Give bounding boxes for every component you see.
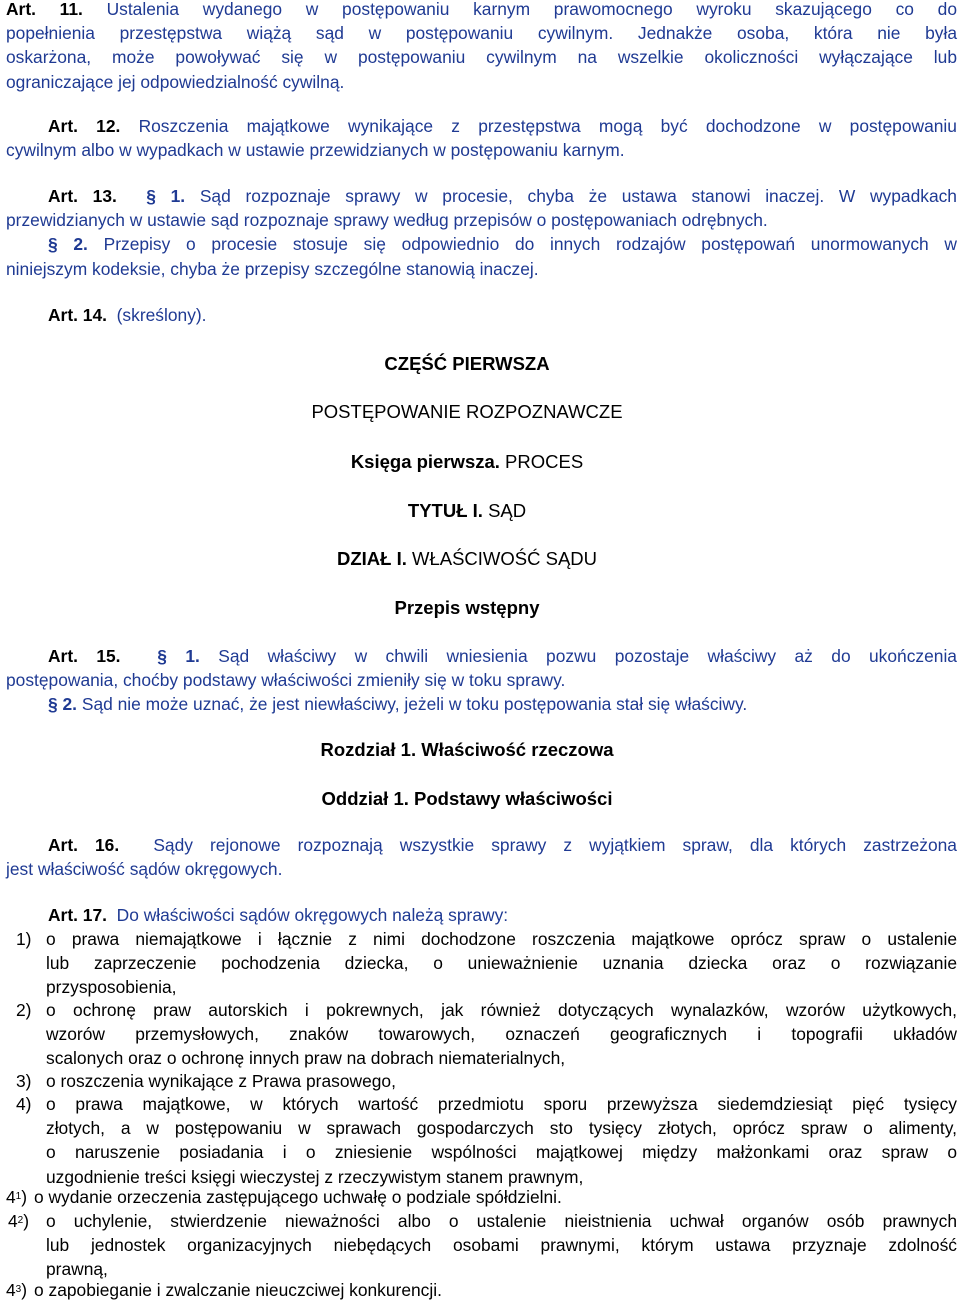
list-item	[6, 1092, 957, 1189]
item-number: $4^1$)	[6, 1187, 28, 1207]
book-heading	[0, 450, 934, 474]
book-prefix: Księga pierwsza.	[350, 451, 500, 472]
article-17	[6, 903, 957, 927]
title-heading	[0, 499, 934, 523]
article-label: Art. 15.	[48, 646, 121, 666]
article-text: Przepisy o procesie stosuje się odpowiednio do innych rodzajów postępowań unormowanych w	[103, 234, 957, 255]
item-number: 3)	[16, 1071, 32, 1091]
list-item	[6, 927, 957, 1000]
division-prefix: DZIAŁ I.	[336, 548, 407, 569]
proceeding-heading: POSTĘPOWANIE ROZPOZNAWCZE	[311, 401, 623, 422]
article-text: Sąd właściwy w chwili wniesienia pozwu pozostaje właściwy aż do ukończenia	[218, 646, 957, 666]
item-text: o prawa niemajątkowe i łącznie z nimi dochodzone roszczenia majątkowe oprócz spraw o ustalenie	[46, 929, 957, 949]
article-text: Do właściwości sądów okręgowych należą sprawy:	[116, 905, 509, 925]
article-14	[6, 303, 957, 327]
article-label: Art. 12.	[48, 116, 121, 136]
paragraph-mark: § 2.	[48, 234, 88, 255]
list-item	[6, 1069, 957, 1093]
title-name: SĄD	[488, 500, 527, 521]
item-text: o zapobieganie i zwalczanie nieuczciwej konkurencji.	[34, 1280, 442, 1300]
item-text: uzgodnienie treści księgi wieczystej z rzeczywistym stanem prawnym,	[46, 1166, 584, 1187]
item-text: przysposobienia,	[46, 977, 177, 998]
article-text: cywilnym albo w wypadkach w ustawie przewidzianych w postępowaniu karnym.	[6, 140, 625, 161]
intro-heading: Przepis wstępny	[394, 597, 540, 618]
article-13	[6, 184, 957, 281]
article-text: (skreślony).	[116, 305, 207, 325]
article-text: jest właściwość sądów okręgowych.	[6, 859, 283, 880]
article-12	[6, 114, 957, 162]
article-text: Sąd rozpoznaje sprawy w procesie, chyba że ustawa stanowi inaczej. W wypadkach	[199, 186, 957, 206]
item-text: lub zaprzeczenie pochodzenia dziecka, o unieważnienie uznania dziecka oraz o rozwiązanie	[46, 953, 957, 974]
paragraph-mark: § 2.	[48, 694, 78, 715]
article-text: niniejszym kodeksie, chyba że przepisy szczególne stanowią inaczej.	[6, 258, 539, 279]
item-text: scalonych oraz o ochronę innych praw na dobrach niematerialnych,	[46, 1048, 566, 1069]
article-label: Art. 17.	[48, 905, 107, 925]
division-name: WŁAŚCIWOŚĆ SĄDU	[412, 548, 598, 569]
item-number: $4^2$)	[8, 1211, 30, 1231]
article-text: ograniczające jej odpowiedzialność cywilną.	[6, 71, 345, 92]
article-text: przewidzianych w ustawie sąd rozpoznaje sprawy według przepisów o postępowaniach odrębnych.	[6, 210, 768, 231]
article-label: Art. 13.	[48, 186, 117, 206]
subchapter-heading: Oddział 1. Podstawy właściwości	[321, 788, 613, 809]
article-text: postępowania, choćby podstawy właściwości zmieniły się w toku sprawy.	[6, 670, 566, 691]
item-text: o prawa majątkowe, w których wartość przedmiotu sporu przewyższa siedemdziesiąt pięć tysięcy	[46, 1094, 957, 1114]
list-item	[6, 1209, 957, 1282]
article-text: Ustalenia wydanego w postępowaniu karnym prawomocnego wyroku skazującego co do	[106, 0, 958, 19]
item-text: o ochronę praw autorskich i pokrewnych, jak również dotyczących wynalazków, wzorów użytkowych,	[46, 1000, 957, 1020]
article-label: Art. 14.	[48, 305, 107, 325]
item-text: lub jednostek organizacyjnych niebędących osobami prawnymi, którym ustawa przyznaje zdolność	[46, 1235, 957, 1256]
item-text: prawną,	[46, 1259, 108, 1280]
item-text: o wydanie orzeczenia zastępującego uchwałę o podziale spółdzielni.	[34, 1187, 562, 1207]
chapter-heading: Rozdział 1. Właściwość rzeczowa	[320, 739, 614, 760]
item-text: wzorów przemysłowych, znaków towarowych, oznaczeń geograficznych i topografii układów	[46, 1024, 957, 1045]
article-label: Art. 11.	[6, 0, 83, 19]
item-text: o naruszenie posiadania i o zniesienie wspólności majątkowej między małżonkami oraz spraw o	[46, 1142, 957, 1163]
list-item	[6, 1278, 957, 1302]
item-number: 4)	[16, 1094, 32, 1114]
book-title: PROCES	[505, 451, 584, 472]
article-text: oskarżona, może powoływać się w postępowaniu cywilnym na wszelkie okoliczności wyłączające lub	[6, 47, 957, 68]
article-text: popełnienia przestępstwa wiążą sąd w postępowaniu cywilnym. Jednakże osoba, która nie była	[6, 23, 957, 44]
division-heading	[0, 547, 934, 571]
paragraph-mark: § 1.	[146, 186, 186, 206]
item-number: 2)	[16, 1000, 32, 1020]
list-item	[6, 998, 957, 1071]
item-text: o uchylenie, stwierdzenie nieważności albo o ustalenie nieistnienia uchwał organów osób prawnych	[46, 1211, 957, 1231]
article-11	[6, 0, 957, 94]
article-text: Sądy rejonowe rozpoznają wszystkie sprawy z wyjątkiem spraw, dla których zastrzeżona	[153, 835, 957, 855]
item-number: 1)	[16, 929, 32, 949]
item-text: o roszczenia wynikające z Prawa prasowego,	[46, 1071, 396, 1091]
article-15	[6, 644, 957, 717]
paragraph-mark: § 1.	[157, 646, 200, 666]
article-text: Roszczenia majątkowe wynikające z przestępstwa mogą być dochodzone w postępowaniu	[138, 116, 957, 136]
article-label: Art. 16.	[48, 835, 120, 855]
list-item	[6, 1185, 957, 1209]
item-number: $4^3$)	[6, 1280, 28, 1300]
article-16	[6, 833, 957, 881]
item-text: złotych, a w postępowaniu w sprawach gospodarczych sto tysięcy złotych, oprócz spraw o alimenty,	[46, 1118, 957, 1139]
article-text: Sąd nie może uznać, że jest niewłaściwy, jeżeli w toku postępowania stał się właściwy.	[81, 694, 748, 715]
title-prefix: TYTUŁ I.	[407, 500, 483, 521]
part-heading: CZĘŚĆ PIERWSZA	[384, 353, 550, 374]
